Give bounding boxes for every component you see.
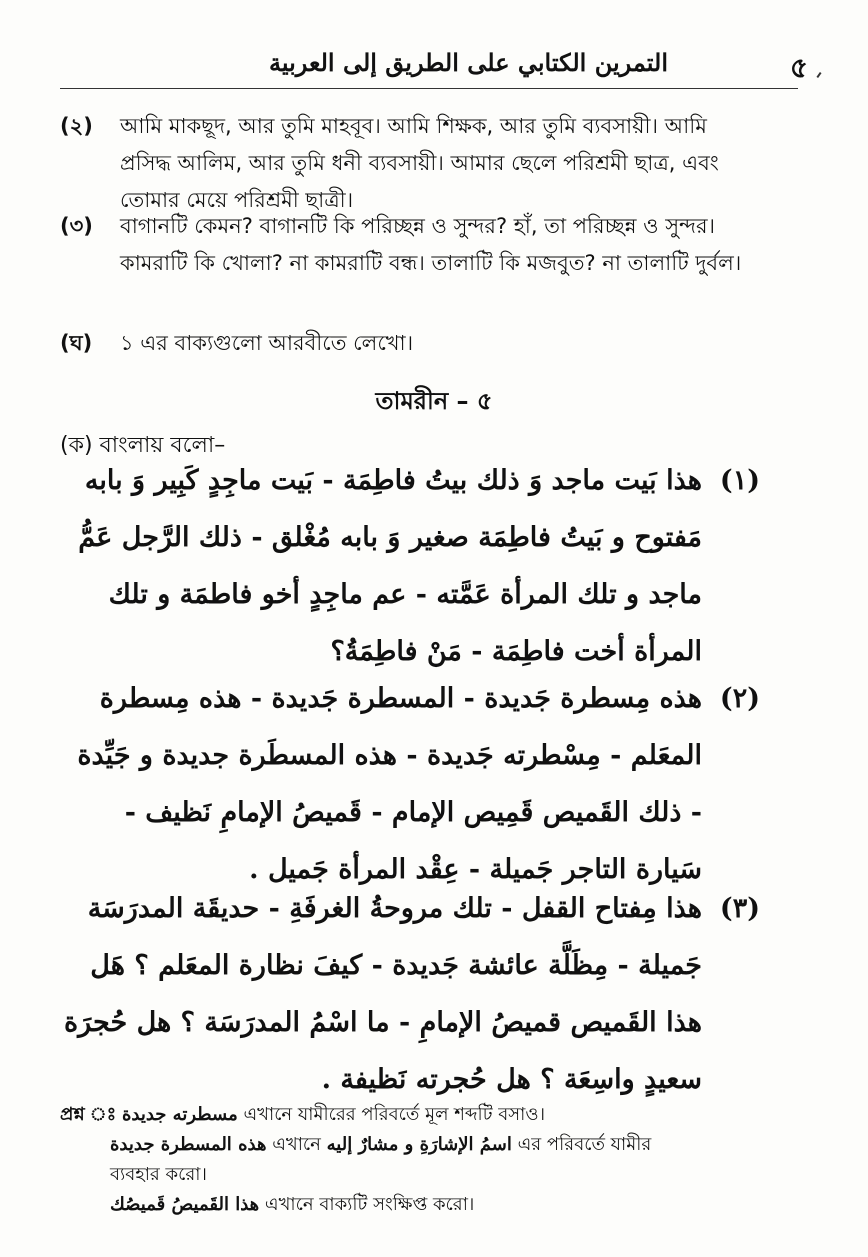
question-line-3	[60, 1160, 780, 1190]
instruction-text: এর পরিবর্তে যামীর	[517, 1134, 652, 1155]
arabic-item-1	[60, 452, 760, 680]
arabic-phrase: هذا القَميصُ قَميصُك	[110, 1194, 260, 1215]
item-text: هذه مِسطرة جَديدة - المسطرة جَديدة - هذه مِسطرة المعَلم - مِسْطرته جَديدة - هذه المسطَرة جديدة و جَيِّدة - ذلك القَميص قَمِيص الإمام - قَميصُ الإمامِ نَظيف - سَيارة التاجر جَميلة - عِقْد المرأة جَميل .	[77, 683, 702, 885]
arabic-item-2	[60, 670, 760, 898]
page-number: ৫	[789, 51, 808, 84]
question-block	[60, 1100, 780, 1220]
item-number: (٢)	[719, 683, 760, 714]
instruction-text: এখানে	[272, 1134, 321, 1155]
item-text: هذا مِفتاح القفل - تلك مروحةُ الغرفَةِ - حديقَة المدرَسَة جَميلة - مِظَلَّة عائشة جَديدة - كيفَ نظارة المعَلم ؟ هَل هذا القَميص قميصُ الإمامِ - ما اسْمُ المدرَسَة ؟ هل حُجرَة سعيدٍ واسِعَة ؟ هل حُجرته نَظيفة .	[64, 893, 702, 1095]
exercise-item-gha	[60, 325, 760, 362]
arabic-phrase: اسمُ الإشارَةِ و مشارٌ إليه	[326, 1134, 512, 1155]
item-number: (২)	[60, 114, 93, 138]
arabic-phrase: هذه المسطرة جديدة	[110, 1134, 267, 1155]
item-text: ১ এর বাক্যগুলো আরবীতে লেখো।	[120, 331, 414, 355]
question-line-1	[60, 1100, 780, 1130]
item-number: (١)	[719, 465, 760, 496]
instruction-text: ব্যবহার করো।	[110, 1164, 207, 1185]
item-number: (ঘ)	[60, 331, 93, 355]
item-text: هذا بَيت ماجد وَ ذلك بيتُ فاطِمَة - بَيت ماجِدٍ كَبِير وَ بابه مَفتوح و بَيتُ فاطِمَة صغير وَ بابه مُغْلق - ذلك الرَّجل عَمُّ ماجد و تلك المرأة عَمَّته - عم ماجِدٍ أخو فاطمَة و تلك المرأة أخت فاطِمَة - مَنْ فاطِمَةُ؟	[78, 465, 702, 667]
question-line-2	[60, 1130, 780, 1160]
book-title: التمرين الكتابي على الطريق إلى العربية	[269, 48, 668, 77]
question-label: প্রশ্ন ঃ	[60, 1104, 117, 1125]
arabic-item-3	[60, 880, 760, 1108]
section-subheading: (ক) বাংলায় বলো–	[60, 433, 226, 458]
header-divider	[60, 88, 798, 89]
item-text: আমি মাকছূদ, আর তুমি মাহবূব। আমি শিক্ষক, আর তুমি ব্যবসায়ী। আমি প্রসিদ্ধ আলিম, আর তুমি ধনী ব্যবসায়ী। আমার ছেলে পরিশ্রমী ছাত্র, এবং তোমার মেয়ে পরিশ্রমী ছাত্রী।	[120, 114, 719, 212]
arabic-phrase: مسطرته جديدة	[121, 1104, 238, 1125]
section-title: তামরীন – ৫	[375, 387, 493, 415]
item-number: (৩)	[60, 214, 93, 238]
exercise-item-2	[60, 108, 760, 219]
instruction-text: এখানে বাক্যটি সংক্ষিপ্ত করো।	[264, 1194, 475, 1215]
question-line-4	[60, 1190, 780, 1220]
exercise-item-3	[60, 208, 760, 282]
item-number: (٣)	[719, 893, 760, 924]
instruction-text: এখানে যামীরের পরিবর্তে মূল শব্দটি বসাও।	[243, 1104, 546, 1125]
item-text: বাগানটি কেমন? বাগানটি কি পরিচ্ছন্ন ও সুন্দর? হাঁ, তা পরিচ্ছন্ন ও সুন্দর। কামরাটি কি খোলা? না কামরাটি বন্ধ। তালাটি কি মজবুত? না তালাটি দুর্বল।	[120, 214, 742, 275]
page-header	[60, 42, 808, 82]
ink-mark	[816, 72, 821, 78]
